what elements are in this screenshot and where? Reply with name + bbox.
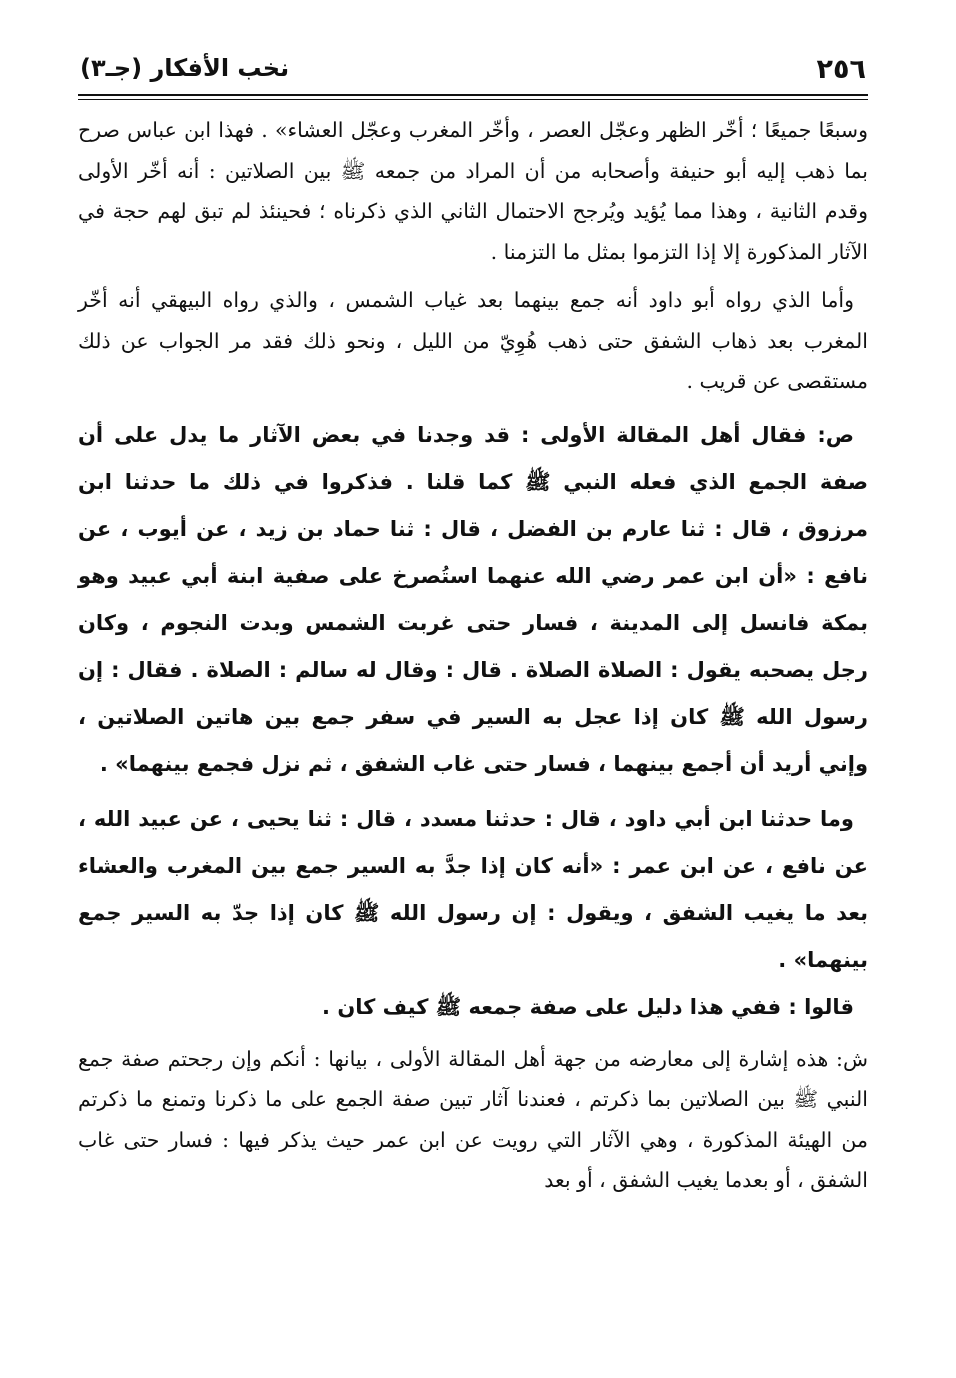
- page-header: [78, 50, 868, 94]
- paragraph-matn-second-hadith: وما حدثنا ابن أبي داود ، قال : حدثنا مسدد ، قال : ثنا يحيى ، عن عبيد الله ، عن نافع ، عن ابن عمر : «أنه كان إذا جدَّ به السير جمع بين المغرب والعشاء بعد ما يغيب الشفق ، ويقول : إن رسول الله ﷺ كان إذا جدّ به السير جمع بينهما» .: [78, 806, 868, 972]
- book-page: [78, 50, 868, 1201]
- paragraph-matn-conclusion: قالوا : ففي هذا دليل على صفة جمعه ﷺ كيف كان .: [322, 994, 854, 1019]
- book-title: نخب الأفكار (جـ٣): [80, 54, 290, 82]
- header-rule-thick: [78, 94, 868, 96]
- page-number: ٢٥٦: [816, 54, 866, 85]
- paragraph-matn-first-view: ص: فقال أهل المقالة الأولى : قد وجدنا في بعض الآثار ما يدل على أن صفة الجمع الذي فعله النبي ﷺ كما قلنا . فذكروا في ذلك ما حدثنا ابن مرزوق ، قال : ثنا عارم بن الفضل ، قال : ثنا حماد بن زيد ، عن أيوب ، عن نافع : «أن ابن عمر رضي الله عنهما استُصرخ على صفية ابنة أبي عبيد وهو بمكة فانسل إلى المدينة ، فسار حتى غربت الشمس وبدت النجوم ، وكان رجل يصحبه يقول : الصلاة الصلاة . قال : وقال له سالم : الصلاة . فقال : إن رسول الله ﷺ كان إذا عجل به السير في سفر جمع بين هاتين الصلاتين ، وإني أريد أن أجمع بينهما ، فسار حتى غاب الشفق ، ثم نزل فجمع بينهما» .: [78, 422, 868, 776]
- paragraph-ibn-abbas-conclusion: وسبعًا جميعًا ؛ أخّر الظهر وعجّل العصر ، وأخّر المغرب وعجّل العشاء» . فهذا ابن عباس صرح بما ذهب إليه أبو حنيفة وأصحابه من أن المراد من جمعه ﷺ بين الصلاتين : أنه أخّر الأولى وقدم الثانية ، وهذا مما يُؤيد ويُرجح الاحتمال الثاني الذي ذكرناه ؛ فحينئذ لم تبق لهم حجة في الآثار المذكورة إلا إذا التزموا بمثل ما التزمنا .: [78, 118, 868, 264]
- paragraph-sharh-explanation: ش: هذه إشارة إلى معارضه من جهة أهل المقالة الأولى ، بيانها : أنكم وإن رجحتم صفة جمع النبي ﷺ بين الصلاتين بما ذكرتم ، فعندنا آثار تبين صفة الجمع على ما ذكرنا وتمنع ما ذكرتم من الهيئة المذكورة ، وهي الآثار التي رويت عن ابن عمر حيث يذكر فيها : فسار حتى غاب الشفق ، أو بعدما يغيب الشفق ، أو بعد: [78, 1046, 868, 1192]
- paragraph-abu-dawud-bayhaqi: وأما الذي رواه أبو داود أنه جمع بينهما بعد غياب الشمس ، والذي رواه البيهقي أنه أخّر المغرب بعد ذهاب الشفق حتى ذهب هُوِيّ من الليل ، ونحو ذلك فقد مر الجواب عن ذلك مستقصى عن قريب .: [78, 288, 868, 393]
